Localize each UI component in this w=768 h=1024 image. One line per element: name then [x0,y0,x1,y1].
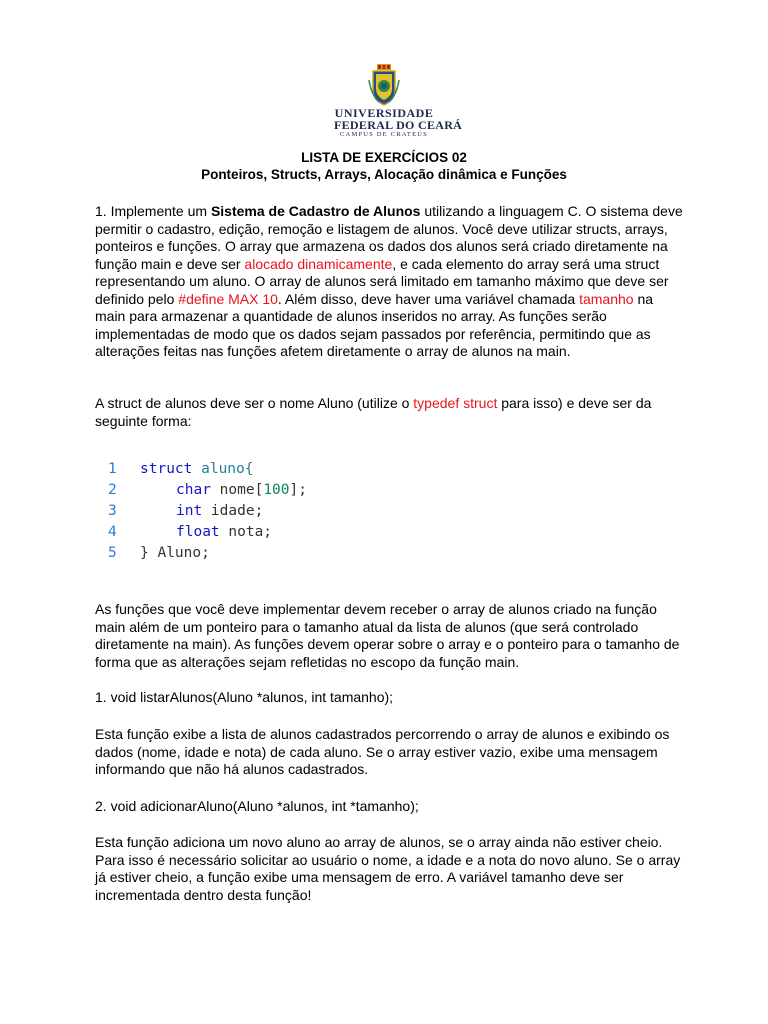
function-2-signature: 2. void adicionarAluno(Aluno *alunos, int *tamanho); [95,798,419,814]
exercise-description [95,203,685,361]
code-line [108,459,307,480]
document-subtitle: Ponteiros, Structs, Arrays, Alocação dinâmica e Funções [201,167,567,182]
code-text: } Aluno; [140,545,210,561]
struct-description [95,395,685,430]
function-2-description: Esta função adiciona um novo aluno ao array de alunos, se o array ainda não estiver cheio. Para isso é necessário solicitar ao usuário o nome, a idade e a nota do novo aluno. Se o array já estiver cheio, a função exibe uma mensagem de erro. A variável tamanho deve ser incrementada dentro desta função! [95,834,681,903]
text-span: na main para armazenar a quantidade de alunos inseridos no array. As funções serão implementadas de modo que os dados sejam passados por referência, permitindo que as alterações feitas nas funções afetem diretamente o array de alunos na main. [95,290,654,359]
logo-line-3: CAMPUS DE CRATEÚS [340,131,428,138]
code-text: nota; [219,524,273,540]
line-number: 4 [108,524,117,540]
code-text: ]; [289,482,307,498]
text-span: . Além disso, deve haver uma variável chamada [277,290,580,307]
highlight-define-max: #define MAX 10 [178,290,278,307]
text-span: , e cada elemento do array será uma struct representando um aluno. O array de alunos será limitado em tamanho máximo que deve ser definido pelo [95,255,669,307]
line-number: 1 [108,461,117,477]
code-keyword: char [176,482,211,498]
line-number: 3 [108,503,117,519]
text-span: utilizando a linguagem C. O sistema deve permitir o cadastro, edição, remoção e listagem de alunos. Você deve utilizar structs, arrays, ponteiros e funções. O array que armazena os dados dos alunos será criado diretamente na função main e deve ser [95,203,683,272]
highlight-tamanho: tamanho [579,290,634,307]
code-text: aluno{ [192,461,254,477]
code-block [108,459,307,564]
logo-line-2: FEDERAL DO CEARÁ [334,118,463,132]
highlight-dynamic-alloc: alocado dinamicamente [244,255,393,272]
function-1-signature: 1. void listarAlunos(Aluno *alunos, int tamanho); [95,689,394,705]
code-line [108,501,307,522]
highlight-typedef: typedef struct [413,395,498,411]
logo-line-1: UNIVERSIDADE [334,106,434,120]
code-keyword: int [176,503,203,519]
code-keyword: float [176,524,220,540]
code-line [108,480,307,501]
code-line [108,543,307,564]
code-number: 100 [263,482,290,498]
university-logo [334,64,463,140]
coat-of-arms-icon [367,64,401,106]
system-name: Sistema de Cadastro de Alunos [210,203,421,219]
line-number: 2 [108,482,117,498]
text-span: A struct de alunos deve ser o nome Aluno (utilize o [95,395,414,411]
code-line [108,522,307,543]
line-number: 5 [108,545,117,561]
text-span: para isso) e deve ser da seguinte forma: [95,395,652,429]
functions-intro: As funções que você deve implementar devem receber o array de alunos criado na função main além de um ponteiro para o tamanho atual da lista de alunos (que será controlado diretamente na main). As funções devem operar sobre o array e o ponteiro para o tamanho de forma que as alterações sejam refletidas no escopo da função main. [95,601,680,670]
code-text: idade; [202,503,264,519]
code-text: nome[ [210,482,264,498]
document-title: LISTA DE EXERCÍCIOS 02 [301,150,467,165]
text-span: 1. Implemente um [95,203,211,219]
function-1-description: Esta função exibe a lista de alunos cadastrados percorrendo o array de alunos e exibindo os dados (nome, idade e nota) de cada aluno. Se o array estiver vazio, exibe uma mensagem informando que não há alunos cadastrados. [95,726,670,777]
code-keyword: struct [140,461,193,477]
